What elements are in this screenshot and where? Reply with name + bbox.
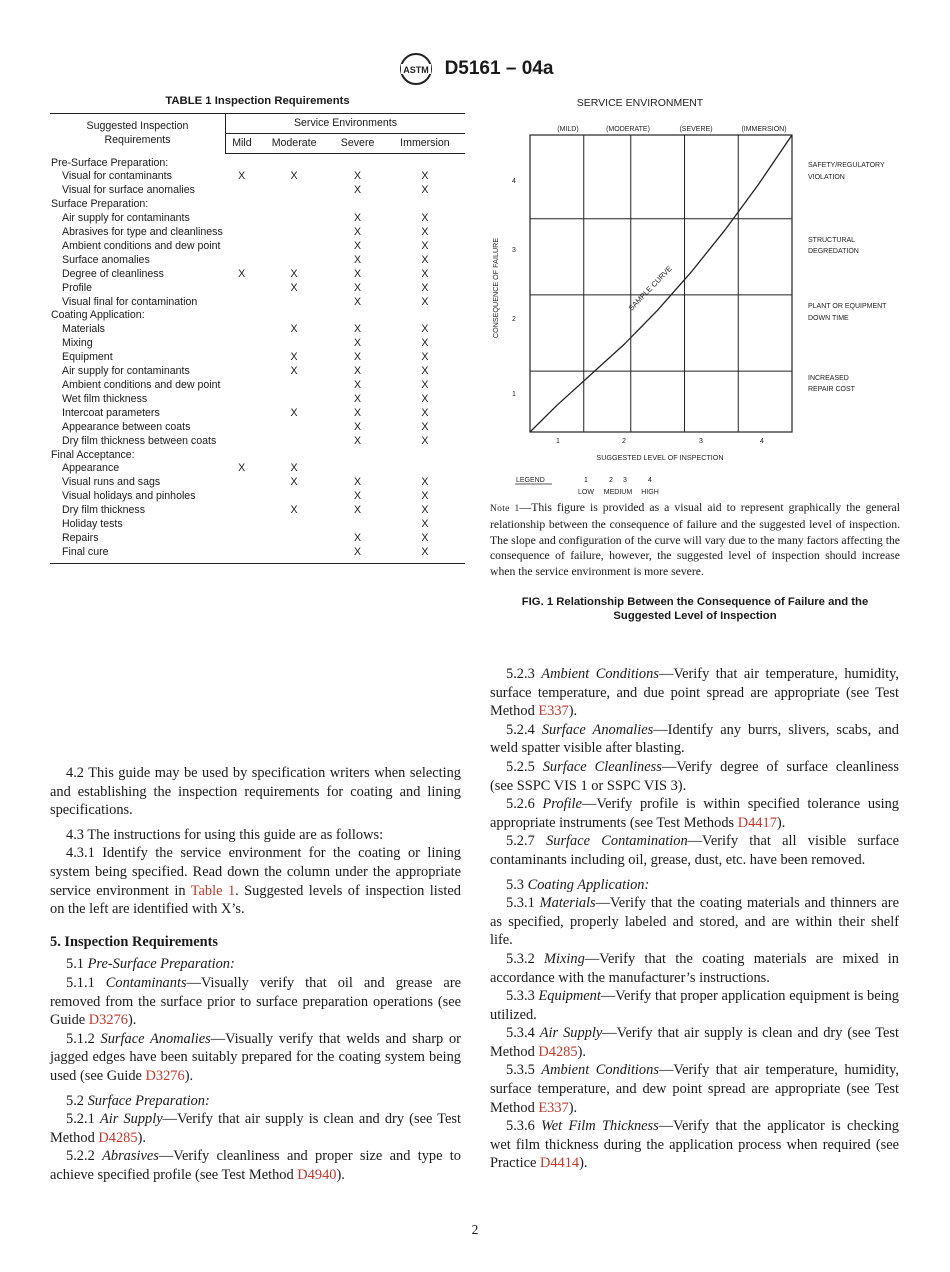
table-row	[50, 337, 465, 351]
table-body	[50, 154, 465, 564]
table-row-label: Repairs	[62, 531, 99, 544]
table-cell-mark	[226, 490, 258, 504]
table-cell-mark: X	[421, 504, 429, 517]
paragraph-4-3: 4.3 The instructions for using this guide are as follows:	[66, 826, 384, 843]
legend-number-1: 1	[584, 477, 588, 484]
table-cell-mark: X	[290, 406, 298, 419]
table-cell-mark	[258, 532, 331, 546]
table-section-row	[50, 154, 465, 171]
figure-caption	[490, 595, 900, 624]
table-cell-mark	[226, 337, 258, 351]
paragraph-5-1-2: 5.1.2 Surface Anomalies—Visually verify that welds and sharp or jagged edges have been suitably prepared for the coating system being used (see Guide D3276).	[50, 1030, 461, 1084]
paragraph-5-2-5: 5.2.5 Surface Cleanliness—Verify degree of surface cleanliness (see SSPC VIS 1 or SSPC VIS 3).	[490, 758, 899, 794]
table-cell-mark	[226, 254, 258, 268]
table-row-label: Appearance between coats	[62, 420, 191, 433]
table-row	[50, 268, 465, 282]
table-cell-mark: X	[421, 406, 429, 419]
paragraph-4-2: 4.2 This guide may be used by specification writers when selecting and establishing the inspection requirements for coating and lining specifications.	[50, 765, 461, 819]
table-cell-mark	[226, 226, 258, 240]
table-cell-mark: X	[354, 379, 362, 391]
chart-xlabel: SUGGESTED LEVEL OF INSPECTION	[596, 453, 724, 462]
table-section-row	[50, 449, 465, 463]
impact-label-repair-1: INCREASED	[808, 375, 849, 382]
table-row-label: Holiday tests	[62, 518, 123, 531]
figure-note-label: Note 1	[490, 504, 520, 514]
chart-ylabel: CONSEQUENCE OF FAILURE	[491, 237, 500, 339]
table-row-label: Abrasives for type and cleanliness	[62, 226, 223, 239]
paragraph-5-3-2: 5.3.2 Mixing—Verify that the coating materials are mixed in accordance with the manufacturer’s instructions.	[490, 950, 899, 986]
table-row	[50, 532, 465, 546]
paragraph-5-2-2: 5.2.2 Abrasives—Verify cleanliness and proper size and type to achieve specified profile (see Test Method D4940).	[50, 1148, 461, 1183]
table-row-label: Final cure	[50, 546, 226, 563]
table-cell-mark	[385, 309, 465, 323]
paragraph-4-3-1: 4.3.1 Identify the service environment for the coating or lining system being specified. Read down the column under the appropriate service environment in Table 1. Suggested levels of inspection listed on the left are identified with X’s.	[50, 845, 461, 918]
table-row-label: Visual runs and sags	[62, 476, 161, 489]
table-cell-mark: X	[354, 253, 362, 266]
table-section-label: Pre-Surface Preparation:	[51, 156, 169, 169]
astm-logo-icon	[397, 52, 435, 86]
table-cell-mark	[226, 184, 258, 198]
table-header-service-environments: Service Environments	[226, 114, 466, 134]
table-row	[50, 407, 465, 421]
table-cell-mark	[226, 296, 258, 310]
table-row	[50, 490, 465, 504]
page-header	[0, 52, 950, 86]
table-row	[50, 184, 465, 198]
table-cell-mark: X	[421, 531, 429, 544]
table-row-label: Air supply for contaminants	[62, 365, 190, 378]
table-cell-mark: X	[290, 365, 298, 378]
table-row-label: Ambient conditions and dew point	[62, 379, 221, 391]
table-cell-mark: X	[421, 337, 429, 350]
table-cell-mark: X	[354, 323, 362, 336]
table-cell-mark	[258, 212, 331, 226]
table-section-label: Coating Application:	[51, 309, 145, 322]
table-header-requirements: Suggested Inspection Requirements	[50, 114, 226, 154]
table-cell-mark	[330, 198, 384, 212]
table-row	[50, 476, 465, 490]
table-cell-mark	[258, 240, 331, 254]
legend-level-medium: MEDIUM	[603, 489, 633, 496]
table-cell-mark	[258, 198, 331, 212]
table-row	[50, 240, 465, 254]
figure-1-chart	[488, 92, 900, 502]
table-cell-mark	[258, 309, 331, 323]
table-cell-mark	[226, 546, 258, 563]
table-header-moderate: Moderate	[258, 134, 331, 154]
table-cell-mark: X	[421, 267, 429, 280]
table-row-label: Visual for contaminants	[62, 170, 172, 183]
table-row	[50, 421, 465, 435]
table-row-label: Profile	[62, 281, 93, 294]
table-cell-mark: X	[421, 239, 429, 252]
paragraph-5-3-1: 5.3.1 Materials—Verify that the coating materials and thinners are as specified, properly labeled and stored, and are within their shelf life.	[490, 895, 899, 949]
paragraph-5-2-6: 5.2.6 Profile—Verify profile is within specified tolerance using appropriate instruments (see Test Methods D4417).	[490, 796, 899, 831]
table-cell-mark	[330, 518, 384, 532]
table-cell-mark: X	[354, 392, 362, 405]
d4285-link[interactable]: D4285	[98, 1129, 138, 1146]
page-number: 2	[471, 1222, 479, 1237]
y-tick-2: 2	[512, 316, 516, 323]
left-column	[50, 764, 461, 1184]
table-cell-mark	[226, 504, 258, 518]
table-cell-mark: X	[354, 490, 362, 503]
table-row-label: Visual final for contamination	[62, 295, 198, 308]
table-cell-mark	[258, 337, 331, 351]
impact-label-repair-2: REPAIR COST	[808, 386, 855, 393]
table-cell-mark	[226, 407, 258, 421]
x-tick-4: 4	[760, 438, 764, 445]
table-cell-mark: X	[421, 365, 429, 378]
table-cell-mark	[226, 379, 258, 393]
y-tick-3: 3	[512, 247, 516, 254]
d4414-link[interactable]: D4414	[539, 1155, 580, 1172]
impact-label-structural-2: DEGREDATION	[808, 248, 859, 255]
paragraph-5-2: 5.2 Surface Preparation:	[66, 1092, 210, 1109]
table-section-label: Final Acceptance:	[51, 448, 135, 461]
legend-number-2: 2	[609, 477, 613, 484]
table-cell-mark	[226, 323, 258, 337]
env-label-moderate: (MODERATE)	[606, 126, 650, 133]
table-cell-mark: X	[290, 267, 298, 280]
d4285-link[interactable]: D4285	[538, 1043, 578, 1060]
table-row	[50, 393, 465, 407]
table-row	[50, 170, 465, 184]
table-cell-mark	[226, 393, 258, 407]
table-cell-mark: X	[421, 253, 429, 266]
legend-label: LEGEND	[516, 477, 545, 484]
figure-caption-line-2: Suggested Level of Inspection	[613, 610, 777, 623]
right-column	[490, 665, 899, 1173]
y-tick-4: 4	[512, 178, 516, 185]
legend-level-low: LOW	[578, 489, 594, 496]
table-title: TABLE 1 Inspection Requirements	[165, 95, 350, 107]
table-cell-mark	[226, 421, 258, 435]
table-cell-mark: X	[354, 365, 362, 378]
table-cell-mark	[258, 393, 331, 407]
table-cell-mark	[226, 476, 258, 490]
table-row-label: Intercoat parameters	[62, 406, 160, 419]
table-cell-mark: X	[354, 434, 362, 447]
table-cell-mark	[330, 462, 384, 476]
table-row	[50, 212, 465, 226]
table-row-label: Surface anomalies	[62, 253, 150, 266]
table-cell-mark: X	[354, 281, 362, 294]
table-cell-mark: X	[421, 323, 429, 336]
table-cell-mark	[226, 309, 258, 323]
table-row	[50, 226, 465, 240]
table-cell-mark: X	[354, 337, 362, 350]
table-cell-mark: X	[290, 351, 298, 364]
table-row-label: Materials	[62, 323, 105, 336]
table-row-label: Dry film thickness between coats	[62, 434, 217, 447]
table-cell-mark: X	[354, 295, 362, 308]
d4417-link[interactable]: D4417	[737, 814, 777, 831]
table-cell-mark	[330, 309, 384, 323]
table-cell-mark	[226, 365, 258, 379]
impact-label-safety-2: VIOLATION	[808, 174, 845, 181]
impact-label-safety-1: SAFETY/REGULATORY	[808, 162, 885, 169]
paragraph-5-1: 5.1 Pre-Surface Preparation:	[66, 956, 235, 973]
table-cell-mark: X	[421, 518, 429, 531]
x-tick-1: 1	[556, 438, 560, 445]
table-cell-mark	[226, 435, 258, 449]
table-section-row	[50, 309, 465, 323]
figure-caption-line-1: FIG. 1 Relationship Between the Consequence of Failure and the	[521, 596, 869, 608]
table-cell-mark: X	[421, 170, 429, 183]
d4940-link[interactable]: D4940	[297, 1166, 337, 1183]
table-cell-mark: X	[354, 476, 362, 489]
section-5-heading: 5. Inspection Requirements	[50, 933, 219, 950]
table-cell-mark: X	[421, 295, 429, 308]
table-cell-mark	[330, 154, 384, 171]
paragraph-5-2-4: 5.2.4 Surface Anomalies—Identify any burrs, slivers, scabs, and weld spatter visible after blasting.	[490, 721, 899, 757]
table-cell-mark	[258, 379, 331, 393]
paragraph-5-1-1: 5.1.1 Contaminants—Visually verify that oil and grease are removed from the surface prior to surface preparation operations (see Guide D3276).	[50, 974, 461, 1029]
paragraph-5-3-6: 5.3.6 Wet Film Thickness—Verify that the applicator is checking wet film thickness during the application process when required (see Practice D4414).	[490, 1118, 899, 1172]
e337-link[interactable]: E337	[538, 703, 569, 720]
table-cell-mark: X	[290, 323, 298, 336]
table-cell-mark: X	[421, 351, 429, 364]
table-cell-mark	[385, 462, 465, 476]
paragraph-5-2-3: 5.2.3 Ambient Conditions—Verify that air temperature, humidity, surface temperature, and due point spread are appropriate (see Test Method E337).	[490, 666, 899, 720]
table-cell-mark: X	[421, 490, 429, 503]
table-cell-mark	[258, 296, 331, 310]
table-1-link[interactable]: Table 1	[190, 882, 236, 899]
table-cell-mark: X	[385, 546, 465, 563]
table-row-label: Equipment	[62, 351, 113, 364]
table-row	[50, 282, 465, 296]
table-cell-mark	[258, 154, 331, 171]
table-cell-mark: X	[354, 351, 362, 364]
chart-title: SERVICE ENVIRONMENT	[576, 97, 704, 109]
table-cell-mark	[385, 198, 465, 212]
paragraph-5-3: 5.3 Coating Application:	[506, 876, 650, 893]
table-cell-mark: X	[290, 170, 298, 183]
table-row-label: Visual for surface anomalies	[62, 184, 195, 197]
figure-note	[490, 500, 900, 579]
table-cell-mark	[226, 351, 258, 365]
table-cell-mark	[226, 532, 258, 546]
table-row-label: Visual holidays and pinholes	[62, 490, 196, 503]
table-row-label: Air supply for contaminants	[62, 212, 190, 225]
table-cell-mark	[385, 449, 465, 463]
d3276-link[interactable]: D3276	[145, 1067, 185, 1084]
table-cell-mark: X	[421, 184, 429, 197]
table-cell-mark: X	[354, 531, 362, 544]
x-tick-3: 3	[699, 438, 703, 445]
paragraph-5-3-4: 5.3.4 Air Supply—Verify that air supply is clean and dry (see Test Method D4285).	[490, 1025, 899, 1060]
table-cell-mark	[258, 435, 331, 449]
table-cell-mark	[258, 184, 331, 198]
table-cell-mark	[226, 449, 258, 463]
table-row	[50, 546, 465, 563]
table-row	[50, 323, 465, 337]
table-cell-mark	[258, 226, 331, 240]
table-cell-mark: X	[421, 476, 429, 489]
table-cell-mark: X	[354, 212, 362, 225]
table-cell-mark: X	[238, 267, 246, 280]
table-row-label: Appearance	[62, 462, 120, 475]
astm-logo-text: ASTM	[402, 65, 429, 75]
table-cell-mark	[258, 421, 331, 435]
e337-link[interactable]: E337	[538, 1099, 569, 1116]
table-cell-mark	[226, 240, 258, 254]
paragraph-5-2-1: 5.2.1 Air Supply—Verify that air supply is clean and dry (see Test Method D4285).	[50, 1111, 461, 1146]
table-row	[50, 504, 465, 518]
paragraph-5-3-3: 5.3.3 Equipment—Verify that proper application equipment is being utilized.	[490, 988, 899, 1023]
env-label-severe: (SEVERE)	[679, 126, 713, 133]
table-cell-mark	[226, 154, 258, 171]
table-cell-mark	[226, 198, 258, 212]
table-cell-mark	[258, 490, 331, 504]
table-section-label: Surface Preparation:	[51, 198, 149, 211]
legend-level-high: HIGH	[641, 489, 659, 496]
table-cell-mark: X	[354, 267, 362, 280]
table-row-label: Mixing	[62, 337, 93, 350]
table-cell-mark: X	[354, 504, 362, 517]
table-cell-mark	[226, 212, 258, 226]
table-cell-mark: X	[290, 476, 298, 489]
table-cell-mark: X	[354, 239, 362, 252]
table-cell-mark: X	[421, 379, 429, 391]
table-cell-mark: X	[238, 170, 246, 183]
table-cell-mark: X	[354, 420, 362, 433]
table-row	[50, 518, 465, 532]
impact-label-structural-1: STRUCTURAL	[808, 237, 856, 244]
legend-number-3: 3	[623, 477, 627, 484]
table-row-label: Dry film thickness	[62, 504, 145, 517]
inspection-requirements-table	[50, 113, 465, 564]
document-designation: D5161 – 04a	[444, 58, 554, 79]
table-section-row	[50, 198, 465, 212]
table-row	[50, 379, 465, 393]
figure-note-text: —This figure is provided as a visual aid to represent graphically the general relationship between the consequence of failure and the suggested level of inspection. The slope and configuration of the curve will vary due to the many factors affecting the consequence of failure, however, the suggested level of inspection should increase when the service environment is more severe.	[490, 501, 900, 578]
table-cell-mark	[258, 449, 331, 463]
table-cell-mark: X	[354, 184, 362, 197]
table-cell-mark: X	[330, 546, 384, 563]
table-header-severe: Severe	[330, 134, 384, 154]
table-cell-mark: X	[421, 212, 429, 225]
env-label-mild: (MILD)	[557, 126, 579, 133]
table-cell-mark	[258, 546, 331, 563]
legend-number-4: 4	[648, 477, 652, 484]
table-row	[50, 254, 465, 268]
table-cell-mark	[258, 254, 331, 268]
table-cell-mark	[385, 154, 465, 171]
table-row	[50, 462, 465, 476]
table-cell-mark: X	[421, 226, 429, 239]
table-cell-mark	[330, 449, 384, 463]
table-cell-mark: X	[290, 462, 298, 475]
env-label-immersion: (IMMERSION)	[741, 126, 787, 133]
table-row	[50, 351, 465, 365]
table-cell-mark	[226, 282, 258, 296]
y-tick-1: 1	[512, 391, 516, 398]
d3276-link[interactable]: D3276	[88, 1012, 128, 1029]
table-cell-mark: X	[290, 504, 298, 517]
table-cell-mark	[226, 518, 258, 532]
paragraph-5-3-5: 5.3.5 Ambient Conditions—Verify that air temperature, humidity, surface temperature, and dew point spread are appropriate (see Test Method E337).	[490, 1062, 899, 1116]
table-cell-mark: X	[238, 462, 246, 475]
impact-label-downtime-2: DOWN TIME	[808, 315, 849, 322]
table-cell-mark: X	[421, 420, 429, 433]
table-cell-mark	[258, 518, 331, 532]
x-tick-2: 2	[622, 438, 626, 445]
table-cell-mark: X	[290, 281, 298, 294]
table-row-label: Ambient conditions and dew point	[62, 239, 221, 252]
table-cell-mark: X	[354, 170, 362, 183]
paragraph-5-2-7: 5.2.7 Surface Contamination—Verify that all visible surface contaminants including oil, grease, dust, etc. have been removed.	[490, 833, 899, 868]
table-row	[50, 296, 465, 310]
table-row	[50, 435, 465, 449]
table-header-mild: Mild	[226, 134, 258, 154]
table-cell-mark: X	[421, 434, 429, 447]
table-cell-mark: X	[421, 281, 429, 294]
curve-label: SAMPLE CURVE	[626, 264, 674, 313]
table-header-immersion: Immersion	[385, 134, 465, 154]
table-row-label: Wet film thickness	[62, 392, 148, 405]
table-row	[50, 365, 465, 379]
impact-label-downtime-1: PLANT OR EQUIPMENT	[808, 303, 887, 310]
table-cell-mark: X	[354, 226, 362, 239]
table-row-label: Degree of cleanliness	[62, 267, 164, 280]
table-cell-mark: X	[421, 392, 429, 405]
table-cell-mark: X	[354, 406, 362, 419]
